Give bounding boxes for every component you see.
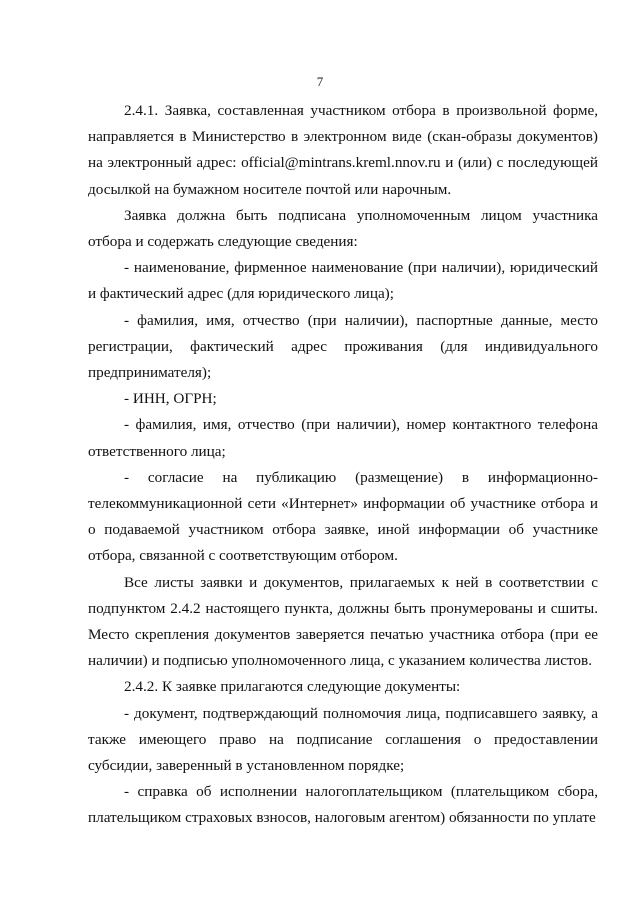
list-item-publication-consent: - согласие на публикацию (размещение) в информационно-телекоммуникационной сети «Интернет» информации об участнике отбора и о подаваемой участником отбора заявке, иной информации об участнике отбора, связанной с соответствующим отбором. [88,468,598,565]
paragraph-2-4-2: 2.4.2. К заявке прилагаются следующие документы: [124,678,461,696]
paragraph-application-signature: Заявка должна быть подписана уполномоченным лицом участника отбора и содержать следующие сведения: [88,206,598,251]
list-item-company-name: - наименование, фирменное наименование (при наличии), юридический и фактический адрес (для юридического лица); [88,259,598,303]
list-item-tax-certificate: - справка об исполнении налогоплательщиком (плательщиком сбора, плательщиком страховых взносов, налоговым агентом) обязанности по уплате [88,783,598,827]
paragraph-2-4-1: 2.4.1. Заявка, составленная участником отбора в произвольной форме, направляется в Министерство в электронном виде (скан-образы документов) на электронный адрес: official@mintrans.kreml.nnov.ru и (или) с последующей досылкой на бумажном носителе почтой или нарочным. [88,102,598,198]
list-item-entrepreneur-data: - фамилия, имя, отчество (при наличии), паспортные данные, место регистрации, фактический адрес проживания (для индивидуального предпринимателя); [88,311,598,382]
page-number: 7 [316,74,324,89]
list-item-inn-ogrn: - ИНН, ОГРН; [124,390,217,408]
list-item-responsible-person: - фамилия, имя, отчество (при наличии), номер контактного телефона ответственного лица; [88,416,598,460]
paragraph-sheets-numbering: Все листы заявки и документов, прилагаемых к ней в соответствии с подпунктом 2.4.2 настоящего пункта, должны быть пронумерованы и сшиты. Место скрепления документов заверяется печатью участника отбора (при ее наличии) и подписью уполномоченного лица, с указанием количества листов. [88,573,598,670]
list-item-authority-document: - документ, подтверждающий полномочия лица, подписавшего заявку, а также имеющего право на подписание соглашения о предоставлении субсидии, заверенный в установленном порядке; [88,704,598,775]
document-body [88,98,598,832]
